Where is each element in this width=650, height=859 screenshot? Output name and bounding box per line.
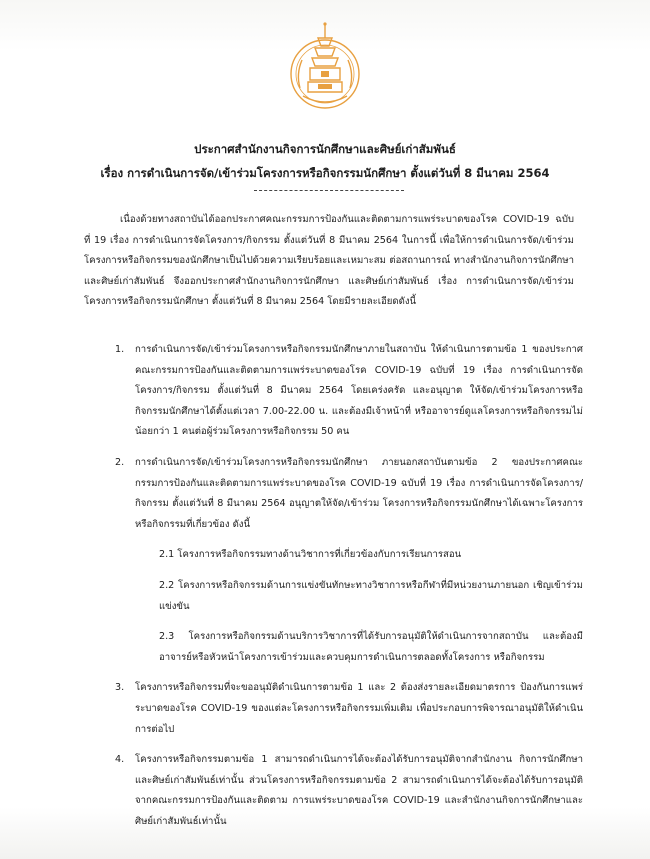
item-number: 3. xyxy=(115,682,125,694)
item-list xyxy=(115,340,583,842)
item-text: การดำเนินการจัด/เข้าร่วมโครงการหรือกิจกรรมนักศึกษา ภายนอกสถาบันตามข้อ 2 ของประกาศคณะกรรมการป้องกันและติดตามการแพร่ระบาดของโรค COVID-19 ฉบับที่ 19 เรื่อง การดำเนินการจัดโครงการ/กิจกรรม ตั้งแต่วันที่ 8 มีนาคม 2564 อนุญาตให้จัด/เข้าร่วม โครงการหรือกิจกรรมนักศึกษาได้เฉพาะโครงการหรือกิจกรรมที่เกี่ยวข้อง ดังนี้ xyxy=(135,456,583,530)
item-text: การดำเนินการจัด/เข้าร่วมโครงการหรือกิจกรรมนักศึกษาภายในสถาบัน ให้ดำเนินการตามข้อ 1 ของประกาศคณะกรรมการป้องกันและติดตามการแพร่ระบาดของโรค COVID-19 ฉบับที่ 19 เรื่อง การดำเนินการจัดโครงการ/กิจกรรม ตั้งแต่วันที่ 8 มีนาคม 2564 โดยเคร่งครัด และอนุญาต ให้จัด/เข้าร่วมโครงการหรือกิจกรรมนักศึกษาได้ตั้งแต่เวลา 7.00-22.00 น. และต้องมีเจ้าหน้าที่ หรืออาจารย์ดูแลโครงการหรือกิจกรรมไม่น้อยกว่า 1 คนต่อผู้ร่วมโครงการหรือกิจกรรม 50 คน xyxy=(135,344,583,438)
announcement-header xyxy=(0,137,650,185)
intro-paragraph xyxy=(84,210,574,313)
list-item xyxy=(115,340,583,443)
sub-item: 2.3 โครงการหรือกิจกรรมด้านบริการวิชาการที่ได้รับการอนุมัติให้ดำเนินการจากสถาบัน และต้องมีอาจารย์หรือหัวหน้าโครงการเข้าร่วมและควบคุมการดำเนินการตลอดทั้งโครงการ หรือกิจกรรม xyxy=(159,631,583,663)
university-seal-emblem xyxy=(288,18,362,116)
item-number: 4. xyxy=(115,754,125,766)
sub-item: 2.1 โครงการหรือกิจกรรมทางด้านวิชาการที่เกี่ยวข้องกับการเรียนการสอน xyxy=(159,549,462,561)
sub-item: 2.2 โครงการหรือกิจกรรมด้านการแข่งขันทักษะทางวิชาการหรือกีฬาที่มีหน่วยงานภายนอก เชิญเข้าร่วมแข่งขัน xyxy=(159,579,583,612)
list-item xyxy=(115,453,583,535)
intro-text: เนื่องด้วยทางสถาบันได้ออกประกาศคณะกรรมการป้องกันและติดตามการแพร่ระบาดของโรค COVID-19 ฉบับที่ 19 เรื่อง การดำเนินการจัดโครงการ/กิจกรรม ตั้งแต่วันที่ 8 มีนาคม 2564 ในการนี้ เพื่อให้การดำเนินการจัด/เข้าร่วมโครงการหรือกิจกรรมของนักศึกษาเป็นไปด้วยความเรียบร้อยและเหมาะสม ต่อสถานการณ์ ทางสำนักงานกิจการนักศึกษาและศิษย์เก่าสัมพันธ์ จึงออกประกาศสำนักงานกิจการนักศึกษา และศิษย์เก่าสัมพันธ์ เรื่อง การดำเนินการจัด/เข้าร่วมโครงการหรือกิจกรรมนักศึกษา ตั้งแต่วันที่ 8 มีนาคม 2564 โดยมีรายละเอียดดังนี้ xyxy=(84,214,574,308)
item-text: โครงการหรือกิจกรรมตามข้อ 1 สามารถดำเนินการได้จะต้องได้รับการอนุมัติจากสำนักงาน กิจการนักศึกษาและศิษย์เก่าสัมพันธ์เท่านั้น ส่วนโครงการหรือกิจกรรมตามข้อ 2 สามารถดำเนินการได้จะต้องได้รับการอนุมัติจากคณะกรรมการป้องกันและติดตาม การแพร่ระบาดของโรค COVID-19 และสำนักงานกิจการนักศึกษาและศิษย์เก่าสัมพันธ์เท่านั้น xyxy=(135,754,583,827)
announcement-title: ประกาศสำนักงานกิจการนักศึกษาและศิษย์เก่าสัมพันธ์ xyxy=(194,142,456,156)
list-item xyxy=(115,750,583,832)
list-item xyxy=(115,678,583,740)
header-divider xyxy=(254,190,404,191)
item-number: 1. xyxy=(115,344,125,355)
announcement-subject: เรื่อง การดำเนินการจัด/เข้าร่วมโครงการหรือกิจกรรมนักศึกษา ตั้งแต่วันที่ 8 มีนาคม 2564 xyxy=(100,166,550,180)
item-text: โครงการหรือกิจกรรมที่จะขออนุมัติดำเนินการตามข้อ 1 และ 2 ต้องส่งรายละเอียดมาตรการ ป้องกันการแพร่ระบาดของโรค COVID-19 ของแต่ละโครงการหรือกิจกรรมเพิ่มเติม เพื่อประกอบการพิจารณาอนุมัติให้ดำเนินการต่อไป xyxy=(135,682,583,735)
item-number: 2. xyxy=(115,456,125,468)
